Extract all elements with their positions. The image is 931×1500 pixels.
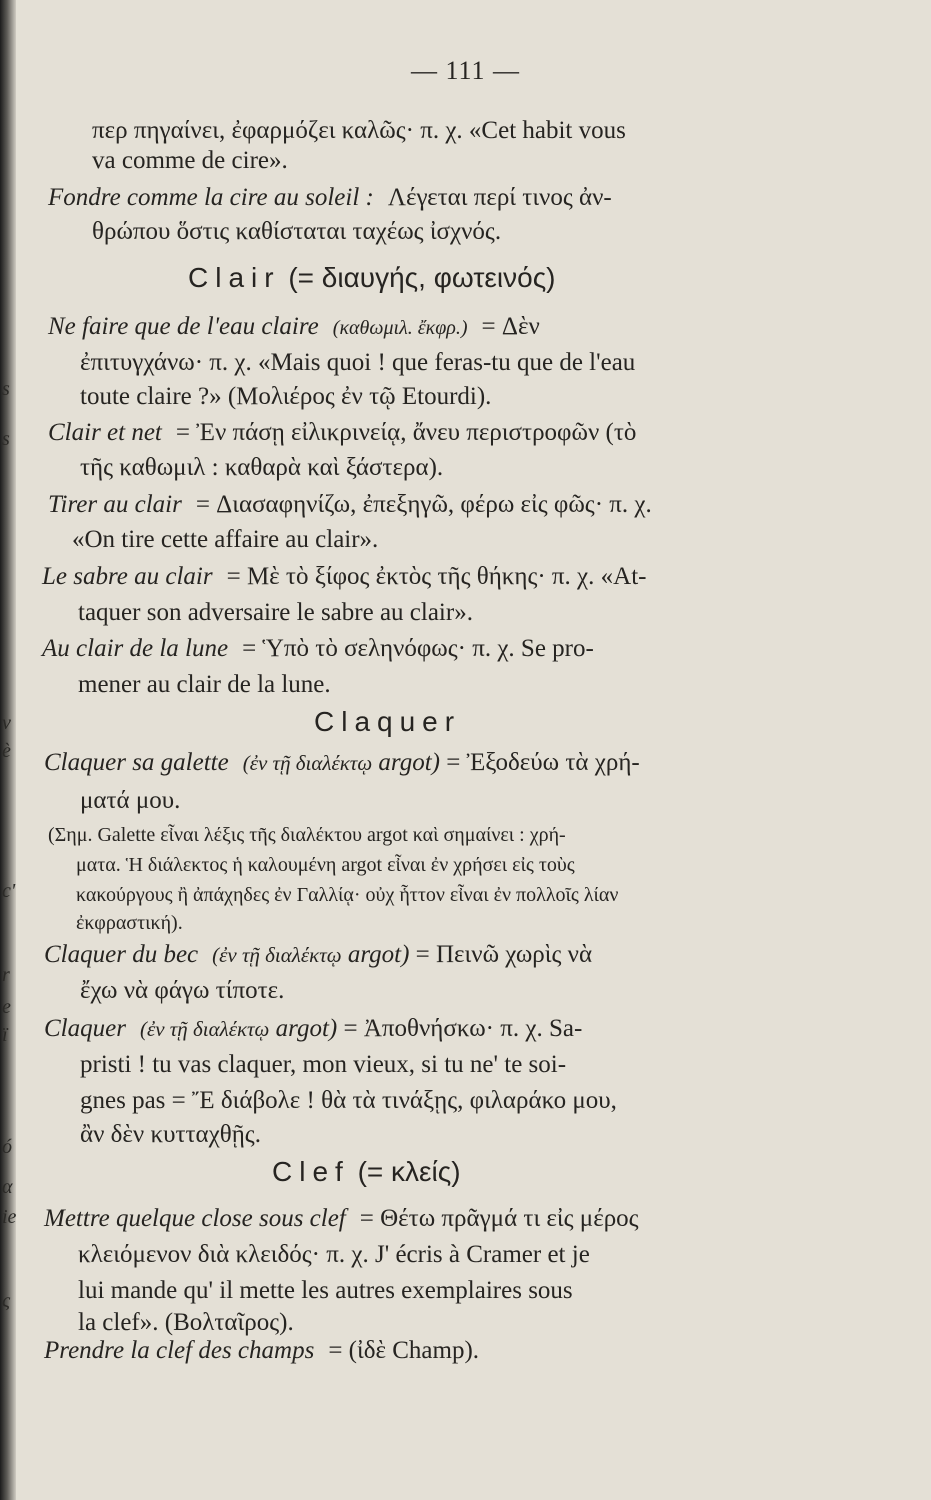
margin-mark: è bbox=[2, 740, 11, 762]
text-line: κλειόμενον διὰ κλειδός· π. χ. J' écris à Cramer et je bbox=[78, 1241, 590, 1268]
note-line: ματα. Ἡ διάλεκτος ἡ καλουμένη argot εἶναι ἐν χρήσει εἰς τοὺς bbox=[76, 854, 575, 876]
entry-line: Clair et net = Ἐν πάσῃ εἰλικρινείᾳ, ἄνευ περιστροφῶν (τὸ bbox=[48, 419, 637, 446]
french-phrase: Mettre quelque close sous clef bbox=[44, 1205, 346, 1232]
margin-mark: c' bbox=[2, 880, 16, 902]
text-line: pristi ! tu vas claquer, mon vieux, si tu ne' te soi- bbox=[80, 1051, 567, 1078]
margin-mark: ó bbox=[2, 1136, 12, 1158]
text-line: gnes pas = Ἔ διάβολε ! θὰ τὰ τινάξῃς, φιλαράκο μου, bbox=[80, 1087, 617, 1114]
text-line: lui mande qu' il mette les autres exemplaires sous bbox=[78, 1277, 573, 1304]
text-line: mener au clair de la lune. bbox=[78, 671, 331, 698]
margin-mark: s bbox=[2, 378, 10, 400]
text-line: taquer son adversaire le sabre au clair». bbox=[78, 599, 473, 626]
text-line: ἐπιτυγχάνω· π. χ. «Mais quoi ! que feras-tu que de l'eau bbox=[80, 349, 636, 376]
margin-mark: v bbox=[2, 712, 11, 734]
french-phrase: Au clair de la lune bbox=[42, 635, 229, 662]
french-phrase: Le sabre au clair bbox=[42, 563, 213, 590]
text-line: ἂν δὲν κυτταχθῇς. bbox=[80, 1121, 261, 1148]
entry-line: Au clair de la lune = Ὑπὸ τὸ σεληνόφως· π. χ. Se pro- bbox=[42, 635, 594, 662]
text-line: ἔχω νὰ φάγω τίποτε. bbox=[80, 977, 285, 1004]
margin-mark: ie bbox=[2, 1206, 17, 1228]
entry-line: Fondre comme la cire au soleil : Λέγεται περί τινος ἀν- bbox=[48, 184, 612, 211]
text-line: τῆς καθωμιλ : καθαρὰ καὶ ξάστερα). bbox=[80, 454, 444, 481]
entry-line: Claquer du bec (ἐν τῇ διαλέκτῳ argot) = Πεινῶ χωρὶς νὰ bbox=[44, 941, 593, 968]
page-number: — 111 — bbox=[410, 56, 521, 85]
note-line: ἐκφραστική). bbox=[76, 912, 183, 934]
heading-word: Clef bbox=[272, 1156, 350, 1187]
text-line: toute claire ?» (Μολιέρος ἐν τῷ Etourdi). bbox=[80, 383, 492, 410]
text-line: «On tire cette affaire au clair». bbox=[72, 526, 379, 553]
french-phrase: Claquer du bec bbox=[44, 941, 199, 968]
french-phrase: Prendre la clef des champs bbox=[44, 1337, 315, 1364]
entry-heading: Clef (= κλείς) bbox=[272, 1156, 461, 1187]
entry-line: Mettre quelque close sous clef = Θέτω πρᾶγμά τι εἰς μέρος bbox=[44, 1205, 639, 1232]
note-line: κακούργους ἢ ἀπάχηδες ἐν Γαλλίᾳ· οὐχ ἧττον εἶναι ἐν πολλοῖς λίαν bbox=[76, 884, 619, 906]
french-phrase: Clair et net bbox=[48, 419, 162, 446]
entry-line: Claquer sa galette (ἐν τῇ διαλέκτῳ argot) = Ἐξοδεύω τὰ χρή- bbox=[44, 749, 640, 776]
entry-line: Tirer au clair = Διασαφηνίζω, ἐπεξηγῶ, φέρω εἰς φῶς· π. χ. bbox=[48, 491, 652, 518]
note-line: (Σημ. Galette εἶναι λέξις τῆς διαλέκτου argot καὶ σημαίνει : χρή- bbox=[48, 824, 566, 846]
margin-mark: ï bbox=[2, 1024, 8, 1046]
heading-word: Clair bbox=[188, 262, 281, 293]
entry-line: Claquer (ἐν τῇ διαλέκτῳ argot) = Ἀποθνήσκω· π. χ. Sa- bbox=[44, 1015, 583, 1042]
text-line: va comme de cire». bbox=[92, 147, 288, 174]
margin-mark: r bbox=[2, 964, 10, 986]
entry-heading: Clair (= διαυγής, φωτεινός) bbox=[188, 262, 556, 293]
margin-mark: ς bbox=[2, 1290, 11, 1312]
text-line: la clef». (Βολταῖρος). bbox=[78, 1309, 294, 1336]
text-line: περ πηγαίνει, ἐφαρμόζει καλῶς· π. χ. «Cet habit vous bbox=[92, 117, 626, 144]
text-line: ματά μου. bbox=[80, 787, 181, 814]
french-phrase: Ne faire que de l'eau claire bbox=[48, 313, 319, 340]
margin-mark: α bbox=[2, 1176, 13, 1198]
margin-mark: s bbox=[2, 428, 10, 450]
text-line: θρώπου ὅστις καθίσταται ταχέως ἰσχνός. bbox=[92, 218, 502, 245]
french-phrase: Fondre comme la cire au soleil : bbox=[48, 184, 374, 211]
heading-word: Claquer bbox=[314, 706, 462, 737]
french-phrase: Tirer au clair bbox=[48, 491, 182, 518]
margin-mark: e bbox=[2, 996, 11, 1018]
entry-line: Prendre la clef des champs = (ἰδὲ Champ). bbox=[44, 1337, 480, 1364]
entry-line: Le sabre au clair = Μὲ τὸ ξίφος ἐκτὸς τῆς θήκης· π. χ. «At- bbox=[42, 563, 647, 590]
facing-page-margin bbox=[0, 0, 16, 1500]
entry-heading bbox=[314, 706, 461, 738]
french-phrase: Claquer sa galette bbox=[44, 749, 229, 776]
entry-line: Ne faire que de l'eau claire (καθωμιλ. ἔκφρ.) = Δὲν bbox=[48, 313, 540, 340]
french-phrase: Claquer bbox=[44, 1015, 126, 1042]
